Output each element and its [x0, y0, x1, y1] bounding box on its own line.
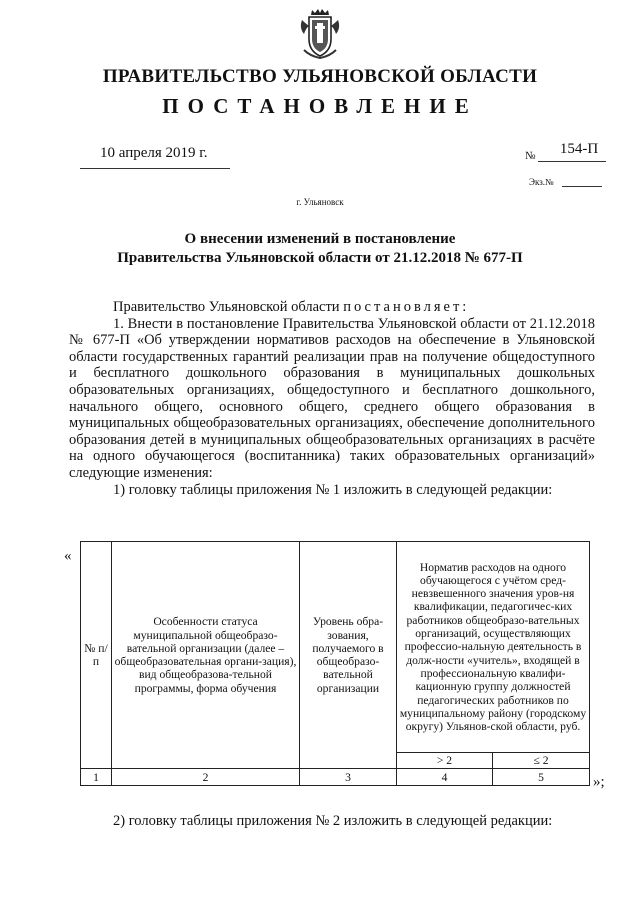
annex-table-header — [80, 541, 590, 786]
column-number-cell: 1 — [81, 769, 112, 786]
heading-line-1: О внесении изменений в постановление — [184, 231, 456, 247]
subitem-1-paragraph: 1) головку таблицы приложения № 1 изложить в следующей редакции: — [113, 481, 553, 498]
subheader-less-equal-2: ≤ 2 — [493, 753, 590, 769]
table-numbering-row — [81, 769, 590, 786]
column-number-cell: 2 — [112, 769, 300, 786]
lead-paragraph — [69, 299, 595, 316]
body-text — [69, 299, 595, 498]
item-1-paragraph: 1. Внести в постановление Правительства Ульяновской области от 21.12.2018 № 677-П «Об утверждении нормативов расходов на обеспечение в Ульяновской области государственных гарантий реализации прав на получение общедоступного и бесплатного дошкольного образования в муниципальных дошкольных образовательных организациях, общедоступного и бесплатного дошкольного, начального общего, основного общего, среднего общего образования в муниципальных общеобразовательных организациях, обеспечение дополнительного образования детей в муниципальных общеобразовательных организациях в расчёте на одного обучающегося (воспитанника) таких образовательных организаций» следующие изменения: — [69, 315, 595, 481]
lead-subject: Правительство Ульяновской области — [113, 299, 340, 315]
document-number: 154-П — [559, 141, 599, 157]
document-date: 10 апреля 2019 г. — [100, 145, 208, 161]
col-header-status: Особенности статуса муниципальной общеобразо-вательной организации (далее – общеобразовательная органи-зация), вид общеобразова-тельной программы, форма обучения — [112, 542, 300, 769]
lead-verb: постановляет: — [343, 299, 470, 315]
col-header-number: № п/п — [81, 542, 112, 769]
table-header-row — [81, 542, 590, 753]
column-number-cell: 3 — [300, 769, 397, 786]
subitem-2-paragraph: 2) головку таблицы приложения № 2 изложить в следующей редакции: — [113, 813, 553, 829]
number-sign: № — [525, 150, 536, 162]
date-underline — [80, 168, 230, 169]
coat-of-arms-emblem — [298, 6, 342, 60]
heading-line-2: Правительства Ульяновской области от 21.12.2018 № 677-П — [117, 250, 523, 266]
column-number-cell: 4 — [397, 769, 493, 786]
col-header-norm: Норматив расходов на одного обучающегося с учётом сред-невзвешенного значения уров-ня квалификации, педагогичес-ких работников общеобразо-вательных организаций, осуществляющих профессио-нальную деятельность в долж-ности «учитель», входящей в профессиональную квалифи-кационную группу должностей педагогических работников по муниципальному району (городскому округу) Ульянов-ской области, руб. — [397, 542, 590, 753]
column-number-cell: 5 — [493, 769, 590, 786]
closing-quote: »; — [593, 774, 605, 790]
government-title: ПРАВИТЕЛЬСТВО УЛЬЯНОВСКОЙ ОБЛАСТИ — [102, 66, 538, 87]
document-heading — [0, 230, 640, 268]
document-type-title: ПОСТАНОВЛЕНИЕ — [162, 94, 478, 118]
number-underline — [538, 161, 606, 162]
subheader-greater-than-2: > 2 — [397, 753, 493, 769]
copy-number-underline — [562, 186, 602, 187]
opening-quote: « — [64, 548, 72, 564]
copy-number-label: Экз.№ — [529, 177, 554, 187]
col-header-level: Уровень обра-зования, получаемого в общеобразо-вательной организации — [300, 542, 397, 769]
city-name: г. Ульяновск — [296, 197, 344, 207]
